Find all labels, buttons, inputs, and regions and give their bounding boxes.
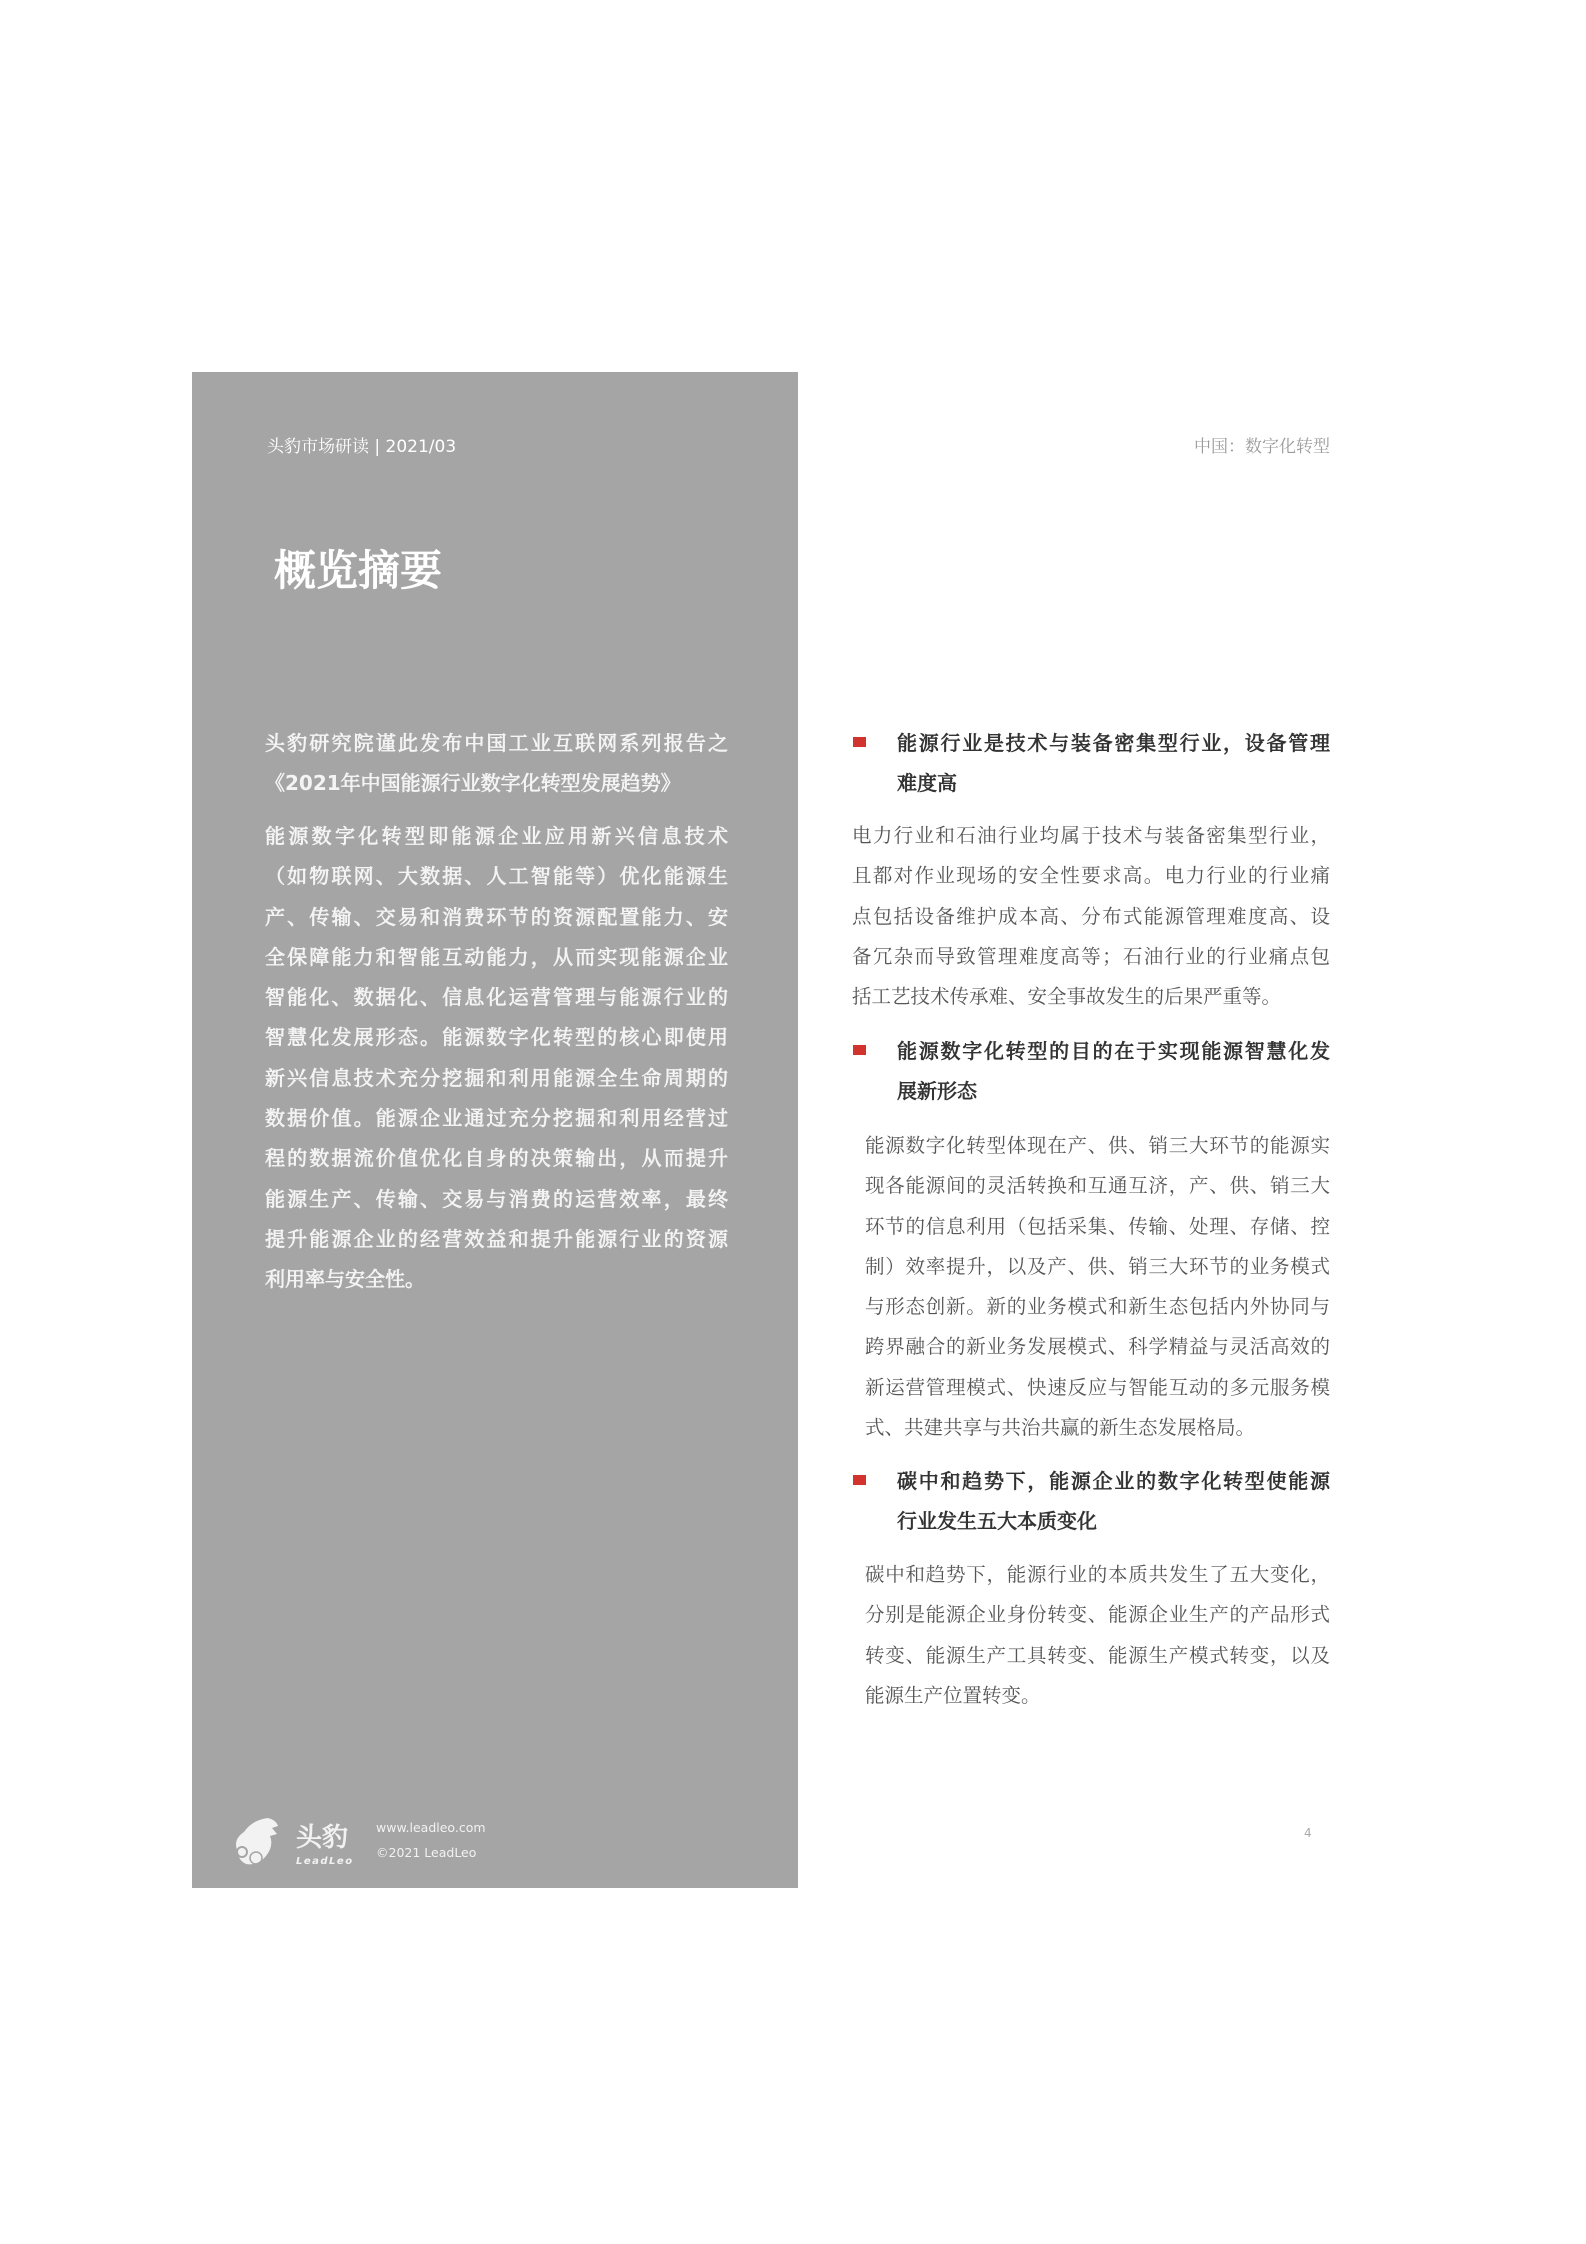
section-heading (897, 1461, 1330, 1542)
text-line: 转变、能源生产工具转变、能源生产模式转变，以及 (865, 1643, 1330, 1667)
text-line: 能源生产、传输、交易与消费的运营效率，最终 (265, 1186, 728, 1211)
section-heading (897, 723, 1330, 804)
leadleo-logo (230, 1812, 355, 1874)
text-line: 行业发生五大本质变化 (897, 1509, 1097, 1534)
copyright: ©2021 LeadLeo (376, 1845, 477, 1860)
section-body (852, 816, 1330, 1017)
text-line: 程的数据流价值优化自身的决策输出，从而提升 (265, 1146, 728, 1171)
text-line: 制）效率提升，以及产、供、销三大环节的业务模式 (865, 1254, 1330, 1278)
bullet-icon (853, 737, 866, 747)
text-line: 括工艺技术传承难、安全事故发生的后果严重等。 (852, 985, 1282, 1009)
text-line: 现各能源间的灵活转换和互通互济，产、供、销三大 (865, 1174, 1330, 1198)
section-body (865, 1126, 1330, 1448)
text-line: 智能化、数据化、信息化运营管理与能源行业的 (265, 985, 728, 1010)
summary-paragraph (265, 816, 728, 1300)
page-number: 4 (1304, 1826, 1312, 1840)
bullet-icon (853, 1475, 866, 1485)
text-line: 能源数字化转型即能源企业应用新兴信息技术 (265, 824, 728, 848)
text-line: 式、共建共享与共治共赢的新生态发展格局。 (865, 1416, 1256, 1440)
text-line: 环节的信息利用（包括采集、传输、处理、存储、控 (865, 1214, 1330, 1238)
text-line: 能源数字化转型的目的在于实现能源智慧化发 (897, 1039, 1330, 1063)
text-line: 电力行业和石油行业均属于技术与装备密集型行业， (852, 824, 1330, 847)
page-title: 概览摘要 (274, 546, 443, 595)
text-line: 利用率与安全性。 (265, 1267, 425, 1292)
text-line: （如物联网、大数据、人工智能等）优化能源生 (265, 864, 728, 889)
text-line: 头豹研究院谨此发布中国工业互联网系列报告之 (265, 731, 728, 755)
text-line: 且都对作业现场的安全性要求高。电力行业的行业痛 (852, 864, 1330, 888)
section-body (865, 1555, 1330, 1716)
report-series-date: 头豹市场研读 | 2021/03 (267, 437, 457, 457)
text-line: 点包括设备维护成本高、分布式能源管理难度高、设 (852, 904, 1330, 928)
text-line: 全保障能力和智能互动能力，从而实现能源企业 (265, 944, 728, 969)
text-line: 能源行业是技术与装备密集型行业，设备管理 (897, 731, 1330, 755)
svg-text:LeadLeo: LeadLeo (296, 1856, 354, 1867)
section-heading (897, 1031, 1330, 1112)
text-line: 新兴信息技术充分挖掘和利用能源全生命周期的 (265, 1065, 728, 1090)
text-line: 与形态创新。新的业务模式和新生态包括内外协同与 (865, 1295, 1330, 1319)
text-line: 备冗杂而导致管理难度高等；石油行业的行业痛点包 (852, 944, 1330, 968)
text-line: 能源生产位置转变。 (865, 1683, 1041, 1707)
intro-paragraph (265, 723, 728, 804)
text-line: 展新形态 (897, 1079, 977, 1104)
text-line: 碳中和趋势下，能源行业的本质共发生了五大变化， (865, 1563, 1330, 1586)
text-line: 智慧化发展形态。能源数字化转型的核心即使用 (265, 1025, 728, 1050)
report-topic: 中国：数字化转型 (1194, 437, 1330, 457)
text-line: 分别是能源企业身份转变、能源企业生产的产品形式 (865, 1603, 1330, 1627)
text-line: 《2021年中国能源行业数字化转型发展趋势》 (265, 771, 681, 796)
leopard-icon (230, 1812, 355, 1870)
svg-text:头豹: 头豹 (296, 1823, 349, 1853)
text-line: 数据价值。能源企业通过充分挖掘和利用经营过 (265, 1106, 728, 1131)
text-line: 提升能源企业的经营效益和提升能源行业的资源 (265, 1226, 728, 1251)
text-line: 能源数字化转型体现在产、供、销三大环节的能源实 (865, 1134, 1330, 1157)
text-line: 新运营管理模式、快速反应与智能互动的多元服务模 (865, 1375, 1330, 1399)
text-line: 跨界融合的新业务发展模式、科学精益与灵活高效的 (865, 1335, 1330, 1359)
text-line: 产、传输、交易和消费环节的资源配置能力、安 (265, 904, 728, 929)
bullet-icon (853, 1045, 866, 1055)
website-link[interactable]: www.leadleo.com (376, 1820, 486, 1835)
text-line: 难度高 (897, 771, 957, 796)
text-line: 碳中和趋势下，能源企业的数字化转型使能源 (897, 1469, 1330, 1493)
